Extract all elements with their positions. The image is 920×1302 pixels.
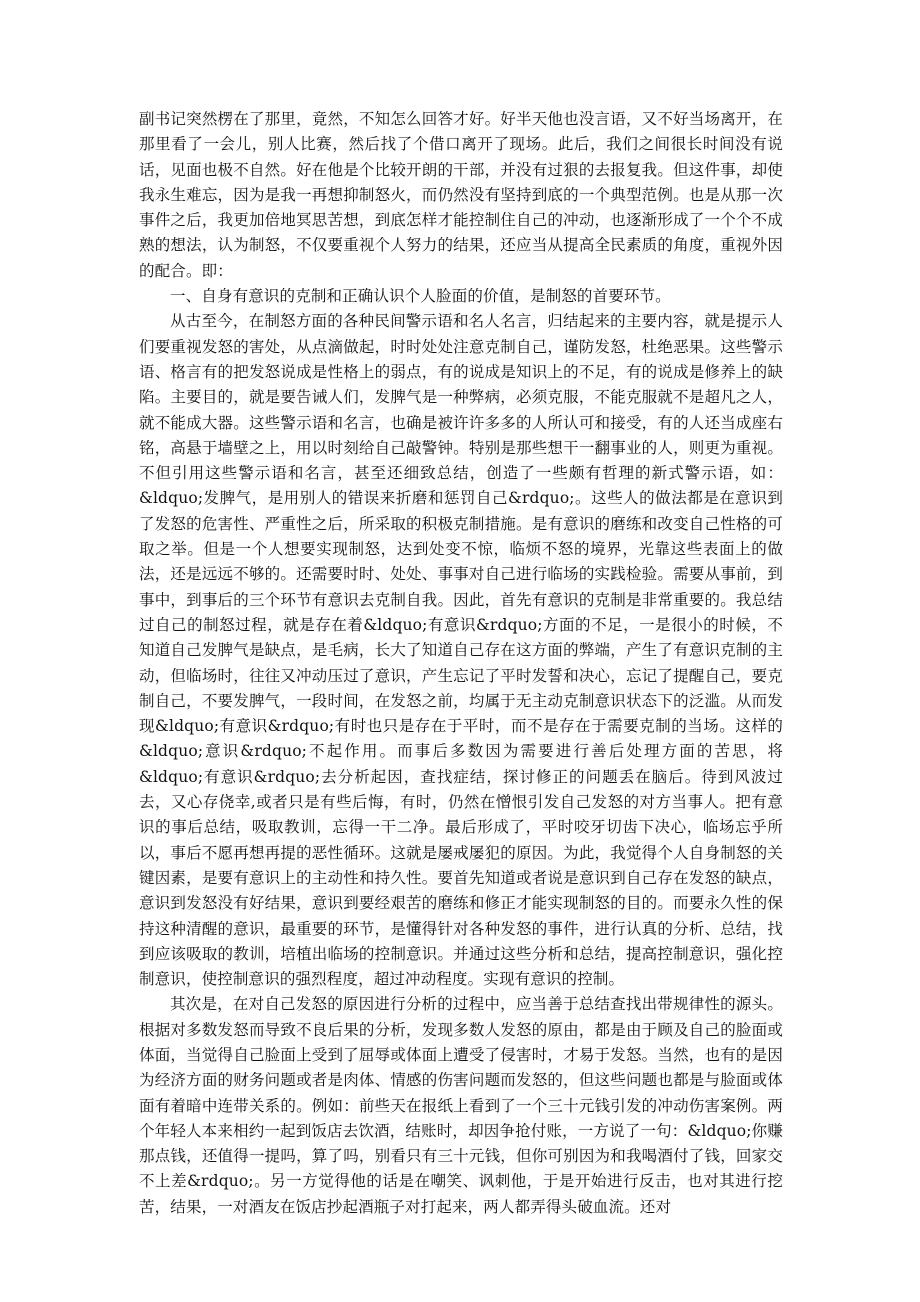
paragraph-self-control: 从古至今，在制怒方面的各种民间警示语和名人名言，归结起来的主要内容，就是提示人们要重视发怒的害处，从点滴做起，时时处处注意克制自己，谨防发怒，杜绝恶果。这些警示语、格言有的把发怒说成是性格上的弱点，有的说成是知识上的不足，有的说成是修养上的缺陷。主要目的，就是要告诫人们，发脾气是一种弊病，必须克服，不能克服就不是超凡之人，就不能成大器。这些警示语和名言，也确是被许许多多的人所认可和接受，有的人还当成座右铭，高悬于墙壁之上，用以时刻给自己敲警钟。特别是那些想干一翻事业的人，则更为重视。不但引用这些警示语和名言，甚至还细致总结，创造了一些颇有哲理的新式警示语，如：&ldquo;发脾气，是用别人的错误来折磨和惩罚自己&rdquo;。这些人的做法都是在意识到了发怒的危害性、严重性之后，所采取的积极克制措施。是有意识的磨练和改变自己性格的可取之举。但是一个人想要实现制怒，达到处变不惊，临烦不怒的境界，光靠这些表面上的做法，还是远远不够的。还需要时时、处处、事事对自己进行临场的实践检验。需要从事前，到事中，到事后的三个环节有意识去克制自我。因此，首先有意识的克制是非常重要的。我总结过自己的制怒过程，就是存在着&ldquo;有意识&rdquo;方面的不足，一是很小的时候，不知道自己发脾气是缺点，是毛病，长大了知道自己存在这方面的弊端，产生了有意识克制的主动，但临场时，往往又冲动压过了意识，产生忘记了平时发誓和决心，忘记了提醒自己，要克制自己，不要发脾气，一段时间，在发怒之前，均属于无主动克制意识状态下的泛滥。从而发现&ldquo;有意识&rdquo;有时也只是存在于平时，而不是存在于需要克制的当场。这样的&ldquo;意识&rdquo;不起作用。而事后多数因为需要进行善后处理方面的苦思，将&ldquo;有意识&rdquo;去分析起因，查找症结，探讨修正的问题丢在脑后。待到风波过去，又心存侥幸,或者只是有些后悔，有时，仍然在憎恨引发自己发怒的对方当事人。把有意识的事后总结，吸取教训，忘得一干二净。最后形成了，平时咬牙切齿下决心，临场忘乎所以，事后不愿再想再提的恶性循环。这就是屡戒屡犯的原因。为此，我觉得个人自身制怒的关键因素，是要有意识上的主动性和持久性。要首先知道或者说是意识到自己存在发怒的缺点，意识到发怒没有好结果，意识到要经艰苦的磨练和修正才能实现制怒的目的。而要永久性的保持这种清醒的意识，最重要的环节，是懂得针对各种发怒的事件，进行认真的分析、总结，找到应该吸取的教训，培植出临场的控制意识。并通过这些分析和总结，提高控制意识，强化控制意识，使控制意识的强烈程度，超过冲动程度。实现有意识的控制。 (139, 312, 783, 989)
document-page (139, 107, 783, 1220)
paragraph-intro: 副书记突然楞在了那里，竟然，不知怎么回答才好。好半天他也没言语，又不好当场离开，在那里看了一会儿，别人比赛，然后找了个借口离开了现场。此后，我们之间很长时间没有说话，见面也极不自然。好在他是个比较开朗的干部，并没有过狠的去报复我。但这件事，却使我永生难忘，因为是我一再想抑制怒火，而仍然没有坚持到底的一个典型范例。也是从那一次事件之后，我更加倍地冥思苦想，到底怎样才能控制住自己的冲动，也逐渐形成了一个个不成熟的想法，认为制怒，不仅要重视个人努力的结果，还应当从提高全民素质的角度，重视外因的配合。即： (139, 110, 783, 280)
paragraph-root-causes: 其次是，在对自己发怒的原因进行分析的过程中，应当善于总结查找出带规律性的源头。根据对多数发怒而导致不良后果的分析，发现多数人发怒的原由，都是由于顾及自己的脸面或体面，当觉得自己脸面上受到了屈辱或体面上遭受了侵害时，才易于发怒。当然，也有的是因为经济方面的财务问题或者是肉体、情感的伤害问题而发怒的，但这些问题也都是与脸面或体面有着暗中连带关系的。例如：前些天在报纸上看到了一个三十元钱引发的冲动伤害案例。两个年轻人本来相约一起到饭店去饮酒，结账时，却因争抢付账，一方说了一句：&ldquo;你赚那点钱，还值得一提吗，算了吗，别看只有三十元钱，但你可别因为和我喝酒付了钱，回家交不上差&rdquo;。另一方觉得他的话是在嘲笑、讽刺他，于是开始进行反击，也对其进行挖苦，结果，一对酒友在饭店抄起酒瓶子对打起来，两人都弄得头破血流。还对 (139, 995, 783, 1216)
paragraph-section-heading: 一、自身有意识的克制和正确认识个人脸面的价值，是制怒的首要环节。 (170, 287, 671, 306)
